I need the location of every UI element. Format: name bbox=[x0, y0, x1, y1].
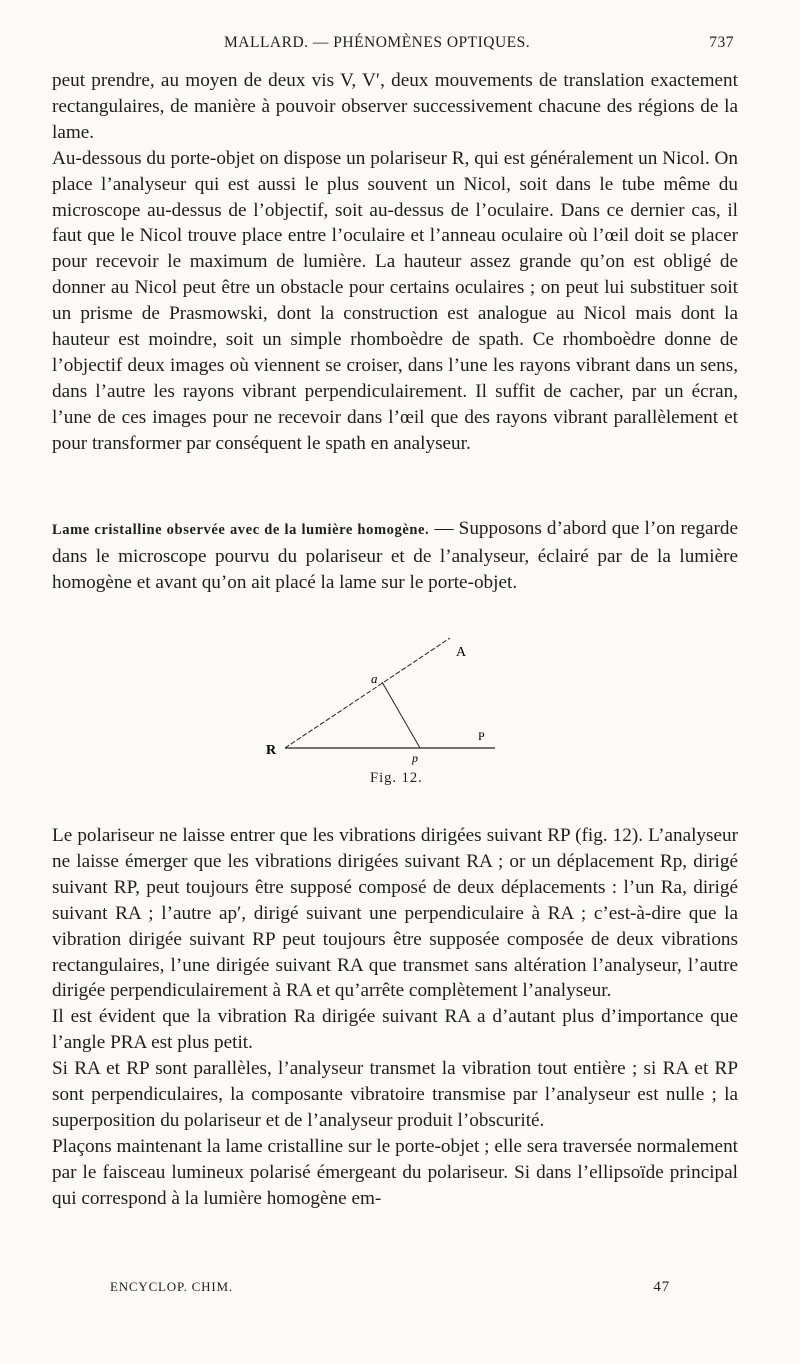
page-number: 737 bbox=[709, 34, 734, 51]
paragraph: peut prendre, au moyen de deux vis V, V′, deux mouvements de translation exactement rectangulaires, de manière à pouvoir observer successivement chacune des régions de la lame. bbox=[52, 70, 738, 143]
paragraph: Au-dessous du porte-objet on dispose un polariseur R, qui est généralement un Nicol. On place l’analyseur qui est aussi le plus souvent un Nicol, soit dans le tube même du microscope au-dessus de l’objectif, soit au-dessus de l’oculaire. Dans ce dernier cas, il faut que le Nicol trouve place entre l’oculaire et l’anneau oculaire où l’œil doit se placer pour recevoir le maximum de lumière. La hauteur assez grande qu’on est obligé de donner au Nicol peut être un obstacle pour certains oculaires ; on peut lui substituer soit un prisme de Prasmowski, dont la construction est analogue au Nicol mais dont la hauteur est moindre, soit un simple rhomboèdre de spath. Ce rhomboèdre donne de l’objectif deux images où viennent se croiser, dans l’une les rayons vibrant dans un sens, dans l’autre les rayons vibrant perpendiculairement. Il suffit de cacher, par un écran, l’une de ces images pour ne recevoir dans l’œil que des rayons vibrant parallèlement et pour transformer par conséquent le spath en analyseur. bbox=[52, 147, 738, 454]
label-A: A bbox=[456, 645, 467, 660]
section-title: Lame cristalline observée avec de la lumière homogène. bbox=[52, 522, 430, 538]
line-ap bbox=[382, 682, 420, 748]
paragraph: Il est évident que la vibration Ra dirigée suivant RA a d’autant plus d’importance que l’angle PRA est plus petit. bbox=[52, 1006, 738, 1054]
paragraph: — Supposons d’abord que l’on regarde dans le microscope pourvu du polariseur et de l’analyseur, éclairé par de la lumière homogène et avant qu’on ait placé la lame sur le porte-objet. bbox=[52, 518, 739, 593]
label-a: a bbox=[371, 671, 378, 686]
sheet-number: 47 bbox=[653, 1279, 670, 1295]
figure-caption: Fig. 12. bbox=[370, 770, 423, 786]
text-block-3 bbox=[52, 823, 738, 1212]
paragraph: Plaçons maintenant la lame cristalline sur le porte-objet ; elle sera traversée normalement par le faisceau lumineux polarisé émergeant du polariseur. Si dans l’ellipsoïde principal qui correspond à la lumière homogène em- bbox=[52, 1135, 738, 1209]
text-block-2 bbox=[52, 516, 738, 596]
label-R: R bbox=[266, 743, 277, 758]
running-header bbox=[52, 34, 742, 58]
paragraph: Si RA et RP sont parallèles, l’analyseur transmet la vibration tout entière ; si RA et RP sont perpendiculaires, la composante vibratoire transmise par l’analyseur est nulle ; la superposition du polariseur et de l’analyseur produit l’obscurité. bbox=[52, 1058, 738, 1131]
paragraph: Le polariseur ne laisse entrer que les vibrations dirigées suivant RP (fig. 12). L’analyseur ne laisse émerger que les vibrations dirigées suivant RA ; or un déplacement Rp, dirigé suivant RP, peut toujours être supposé composé de deux déplacements : l’un Ra, dirigé suivant RA ; l’autre ap′, dirigé suivant une perpendiculaire à RA ; c’est-à-dire que la vibration dirigée suivant RP peut toujours être supposée composée de deux vibrations rectangulaires, l’une dirigée suivant RA que transmet sans altération l’analyseur, l’autre dirigée perpendiculairement à RA et qu’arrête complètement l’analyseur. bbox=[52, 825, 738, 1002]
line-RA bbox=[285, 638, 450, 748]
label-p: p bbox=[412, 751, 418, 765]
text-block-1 bbox=[52, 68, 738, 457]
footer-signature: ENCYCLOP. CHIM. bbox=[110, 1279, 233, 1294]
header-title: MALLARD. — PHÉNOMÈNES OPTIQUES. bbox=[224, 34, 531, 51]
label-P: P bbox=[478, 729, 485, 743]
